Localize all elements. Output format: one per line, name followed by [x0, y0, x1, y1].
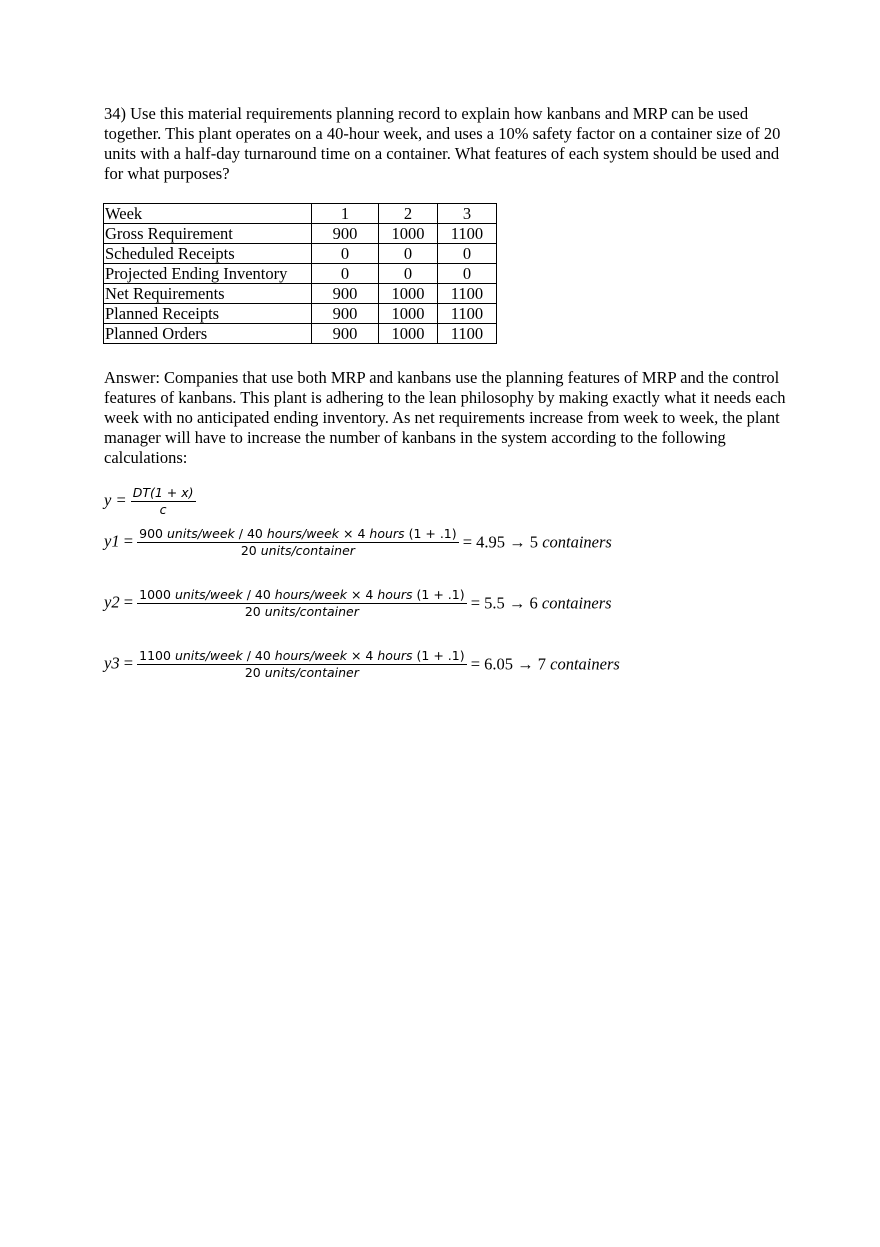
- num-safety-factor: (1 + .1): [408, 526, 457, 541]
- num-unit-3: hours: [377, 648, 413, 663]
- den-quantity: 20: [244, 604, 261, 619]
- cell-week-1: 900: [312, 224, 379, 244]
- den-unit: units/container: [260, 543, 355, 558]
- formula-y3: [104, 648, 620, 681]
- row-label: Planned Orders: [104, 324, 312, 344]
- formula-lhs: y1: [104, 531, 120, 551]
- cell-week-2: 1000: [379, 304, 438, 324]
- cell-week-1: 900: [312, 304, 379, 324]
- formula-y2: [104, 587, 612, 620]
- formula-y1: [104, 526, 612, 559]
- fraction-denominator: [131, 502, 196, 518]
- cell-week-1: 900: [312, 324, 379, 344]
- result-unit: containers: [542, 532, 612, 552]
- cell-week-3: 0: [438, 244, 497, 264]
- formula-result: [471, 655, 620, 674]
- table-row: [104, 324, 497, 344]
- num-multiplier: × 4: [343, 526, 366, 541]
- question-text: 34) Use this material requirements planning record to explain how kanbans and MRP can be used together. This plant operates on a 40-hour week, and uses a 10% safety factor on a container size of 20 units with a half-day turnaround time on a container. What features of each system should be used and for what purposes?: [104, 104, 781, 183]
- num-quantity: 900: [139, 526, 163, 541]
- table-header-row: [104, 204, 497, 224]
- fraction-numerator: [137, 648, 466, 665]
- den-quantity: 20: [244, 665, 261, 680]
- cell-week-3: 0: [438, 264, 497, 284]
- general-formula-lhs: y =: [104, 490, 127, 510]
- result-unit: containers: [541, 593, 612, 613]
- formula-result: [463, 533, 612, 552]
- num-quantity: 1000: [139, 587, 171, 602]
- header-week-3: 3: [438, 204, 497, 224]
- num-unit-3: hours: [369, 526, 405, 541]
- cell-week-2: 1000: [379, 224, 438, 244]
- table-row: [104, 224, 497, 244]
- formula-fraction: [137, 526, 458, 559]
- den-unit: units/container: [264, 604, 359, 619]
- num-unit-2: hours/week: [274, 648, 347, 663]
- den-quantity: 20: [240, 543, 257, 558]
- row-label: Planned Receipts: [104, 304, 312, 324]
- table-row: [104, 304, 497, 324]
- cell-week-2: 0: [379, 264, 438, 284]
- num-unit-3: hours: [377, 587, 413, 602]
- formula-equals: =: [123, 592, 134, 612]
- num-unit-1: units/week: [174, 587, 243, 602]
- fraction-numerator: [137, 587, 466, 604]
- num-safety-factor: (1 + .1): [416, 587, 465, 602]
- formula-fraction: [137, 587, 466, 620]
- table-row: [104, 264, 497, 284]
- formula-lhs: y3: [104, 653, 120, 673]
- num-multiplier: × 4: [350, 648, 374, 663]
- num-quantity: 1100: [139, 648, 171, 663]
- cell-week-2: 0: [379, 244, 438, 264]
- formula-result: [471, 594, 612, 613]
- num-unit-1: units/week: [166, 526, 235, 541]
- den-unit: units/container: [264, 665, 359, 680]
- table-row: [104, 244, 497, 264]
- mrp-record-table: [103, 203, 497, 344]
- result-unit: containers: [550, 654, 620, 674]
- num-safety-factor: (1 + .1): [416, 648, 465, 663]
- result-value: = 5.5 → 6: [470, 593, 538, 613]
- fraction-denominator: [137, 665, 466, 681]
- formula-fraction: [137, 648, 466, 681]
- result-value: = 6.05 → 7: [470, 654, 547, 674]
- general-formula: [104, 485, 196, 518]
- fraction-numerator: [131, 485, 196, 502]
- num-unit-1: units/week: [174, 648, 243, 663]
- formula-lhs: y2: [104, 592, 120, 612]
- formula-equals: =: [123, 653, 134, 673]
- row-label: Net Requirements: [104, 284, 312, 304]
- cell-week-3: 1100: [438, 324, 497, 344]
- fraction-denominator: [137, 543, 458, 559]
- denominator-text: c: [159, 502, 167, 517]
- cell-week-1: 900: [312, 284, 379, 304]
- fraction-numerator: [137, 526, 458, 543]
- num-unit-2: hours/week: [266, 526, 340, 541]
- cell-week-3: 1100: [438, 224, 497, 244]
- cell-week-2: 1000: [379, 324, 438, 344]
- table-row: [104, 284, 497, 304]
- answer-text: Answer: Companies that use both MRP and kanbans use the planning features of MRP and the control features of kanbans. This plant is adhering to the lean philosophy by making exactly what it needs each week with no anticipated ending inventory. As net requirements increase from week to week, the plant manager will have to increase the number of kanbans in the system according to the following calculations:: [104, 368, 786, 467]
- header-label: Week: [104, 204, 312, 224]
- num-multiplier: × 4: [350, 587, 374, 602]
- fraction-denominator: [137, 604, 466, 620]
- row-label: Projected Ending Inventory: [104, 264, 312, 284]
- general-formula-fraction: [131, 485, 196, 518]
- result-value: = 4.95 → 5: [462, 532, 539, 552]
- cell-week-2: 1000: [379, 284, 438, 304]
- num-separator: / 40: [238, 526, 263, 541]
- cell-week-1: 0: [312, 244, 379, 264]
- formula-equals: =: [123, 531, 134, 551]
- numerator-text: DT(1 + x): [132, 485, 194, 500]
- row-label: Scheduled Receipts: [104, 244, 312, 264]
- header-week-2: 2: [379, 204, 438, 224]
- num-unit-2: hours/week: [274, 587, 347, 602]
- num-separator: / 40: [246, 648, 271, 663]
- row-label: Gross Requirement: [104, 224, 312, 244]
- cell-week-3: 1100: [438, 284, 497, 304]
- header-week-1: 1: [312, 204, 379, 224]
- cell-week-3: 1100: [438, 304, 497, 324]
- cell-week-1: 0: [312, 264, 379, 284]
- num-separator: / 40: [246, 587, 271, 602]
